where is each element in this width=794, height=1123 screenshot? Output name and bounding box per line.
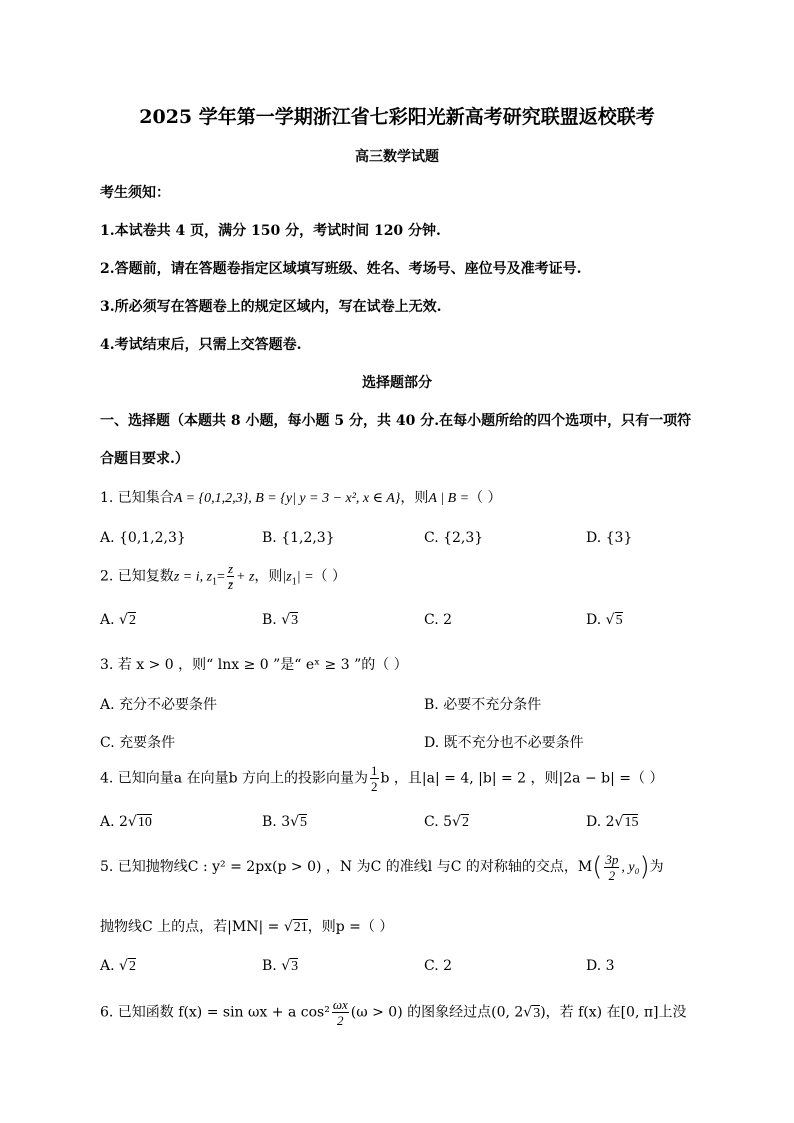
q2-opt-a-value: 2	[128, 613, 136, 628]
exam-subtitle: 高三数学试题	[355, 149, 439, 165]
part1-instructions-line1: 一、选择题（本题共 8 小题，每小题 5 分，共 40 分.在每小题所给的四个选项中，只有一项符	[100, 413, 692, 429]
q1-prefix: 1. 已知集合	[100, 490, 174, 506]
q1-option-c: C. {2,3}	[424, 530, 484, 546]
q4-opt-c-label: C. 5	[424, 814, 453, 830]
q3-option-d: D. 既不充分也不必要条件	[424, 735, 584, 751]
q4-opt-d-label: D. 2	[586, 814, 615, 830]
notice-item-3: 3.所必须写在答题卷上的规定区域内，写在试卷上无效.	[100, 299, 442, 315]
q5-right-paren: )	[639, 852, 650, 882]
q1-cap: A | B =	[428, 491, 470, 506]
q4-opt-d-value: 15	[624, 815, 639, 830]
q5-option-c: C. 2	[424, 958, 453, 974]
q1-option-b: B. {1,2,3}	[262, 530, 335, 546]
q2-opt-a-label: A.	[100, 612, 115, 628]
q1-option-d: D. {3}	[586, 530, 633, 546]
q5-line1a: 5. 已知抛物线C : y² = 2px(p > 0) ，N 为C 的准线l 与C 的对称轴的交点，M	[100, 859, 593, 875]
q2-mid: ，则	[254, 568, 283, 585]
notice-item-1: 1.本试卷共 4 页，满分 150 分，考试时间 120 分钟.	[100, 223, 441, 239]
notice-item-2: 2.答题前，请在答题卷指定区域填写班级、姓名、考场号、座位号及准考证号.	[100, 261, 582, 277]
exam-title: 2025 学年第一学期浙江省七彩阳光新高考研究联盟返校联考	[139, 106, 655, 128]
q6-frac-num: ωx	[332, 997, 348, 1012]
q5-frac-den: 2	[608, 867, 616, 883]
section-title: 选择题部分	[362, 375, 432, 391]
q5-opt-a-value: 2	[128, 959, 136, 974]
q2-option-d: D. √5	[586, 612, 623, 628]
q5-sqrt: 21	[293, 920, 308, 935]
q4-opt-a-value: 10	[137, 815, 152, 830]
q6-frac-den: 2	[337, 1013, 344, 1028]
q2-option-b: B. √3	[262, 612, 299, 628]
q3-option-a: A. 充分不必要条件	[100, 697, 218, 713]
question-4	[100, 764, 663, 793]
q4-option-d: D. 2√15	[586, 814, 639, 830]
q6-suffix: )，若 f(x) 在[0, π]上没	[540, 1004, 687, 1021]
q6-sqrt: 3	[533, 1005, 541, 1021]
q2-opt-d-value: 5	[615, 613, 623, 628]
q4-frac-num: 1	[371, 763, 378, 778]
q3-option-b: B. 必要不充分条件	[424, 697, 542, 713]
q2-abs-sub: 1	[291, 576, 297, 588]
question-6: 6. 已知函数 f(x) = sin ωx + a cos² $\frac{\omega x}{2}$ (ω > 0) 的图象经过点(0, 2√3)，若 f(x) 在[0, π]上没	[100, 997, 687, 1028]
q4-opt-c-value: 2	[461, 815, 469, 830]
part1-instructions-line2: 合题目要求.）	[100, 451, 189, 467]
q2-abs-end: | =	[296, 569, 314, 585]
q2-opt-b-value: 3	[291, 613, 299, 628]
q1-option-a: A. {0,1,2,3}	[100, 530, 186, 546]
q4-fraction	[370, 764, 379, 793]
q5-opt-b-value: 3	[291, 959, 299, 974]
q1-suffix: ，则	[400, 490, 429, 506]
q4-after: b ，且|a| = 4, |b| = 2 ，则|2a − b| =（ ）	[380, 770, 664, 787]
q5-option-d: D. 3	[586, 958, 615, 974]
q2-option-c: C. 2	[424, 612, 453, 628]
notice-heading: 考生须知：	[100, 185, 170, 201]
notice-item-4: 4.考试结束后，只需上交答题卷.	[100, 337, 302, 353]
question-3: 3. 若 x > 0 ，则“ lnx ≥ 0 ”是“ eˣ ≥ 3 ”的（ ）	[100, 657, 408, 673]
q4-option-a: A. 2√10	[100, 814, 152, 830]
q2-opt-d-label: D.	[586, 612, 602, 628]
q5-option-a: A. √2	[100, 958, 136, 974]
question-2	[100, 562, 346, 591]
q2-sub: 1	[212, 576, 218, 588]
q5-option-b: B. √3	[262, 958, 299, 974]
q4-opt-b-label: B. 3	[262, 814, 291, 830]
q5-line1b: 为	[649, 859, 664, 875]
q2-opt-b-label: B.	[262, 612, 277, 628]
q5-fraction	[604, 853, 619, 882]
question-5-line2: 抛物线C 上的点，若|MN| = √21，则p =（ ）	[100, 919, 394, 935]
q3-option-c: C. 充要条件	[100, 735, 176, 751]
q2-frac-num: z	[227, 561, 234, 576]
question-1	[100, 487, 502, 507]
q4-opt-a-label: A. 2	[100, 814, 128, 830]
q5-line2a: 抛物线C 上的点，若|MN| =	[100, 919, 280, 935]
q2-prefix: 2. 已知复数	[100, 568, 174, 585]
q2-option-a: A. √2	[100, 612, 136, 628]
q6-mid: (ω > 0) 的图象经过点(0, 2	[350, 1004, 524, 1021]
q6-fraction	[332, 998, 349, 1027]
question-5-line1	[100, 852, 664, 882]
q5-line2b: ，则p =（ ）	[307, 919, 394, 935]
q2-expr: z = i, z	[173, 569, 213, 585]
q4-opt-b-value: 5	[300, 815, 308, 830]
q2-abs: |z	[282, 569, 292, 585]
q4-option-b: B. 3√5	[262, 814, 308, 830]
q4-option-c: C. 5√2	[424, 814, 469, 830]
q4-prefix: 4. 已知向量a 在向量b 方向上的投影向量为	[100, 770, 369, 787]
q2-plus: + z	[236, 569, 255, 585]
q4-frac-den: 2	[371, 779, 378, 794]
q2-blank: （ ）	[313, 568, 346, 585]
q5-opt-b-label: B.	[262, 958, 277, 974]
q5-opt-a-label: A.	[100, 958, 115, 974]
q6-prefix: 6. 已知函数 f(x) = sin ωx + a cos²	[100, 1004, 330, 1021]
q2-fraction	[227, 562, 234, 591]
q5-coord-end: , y₀	[621, 860, 640, 875]
q2-eq: =	[217, 569, 225, 585]
q5-left-paren: (	[592, 852, 603, 882]
q1-blank: （ ）	[469, 490, 502, 506]
q2-frac-den: z̄	[227, 577, 234, 592]
q5-frac-num: 3p	[605, 851, 619, 867]
q1-sets: A = {0,1,2,3}, B = {y| y = 3 − x², x ∈ A}	[173, 491, 401, 506]
